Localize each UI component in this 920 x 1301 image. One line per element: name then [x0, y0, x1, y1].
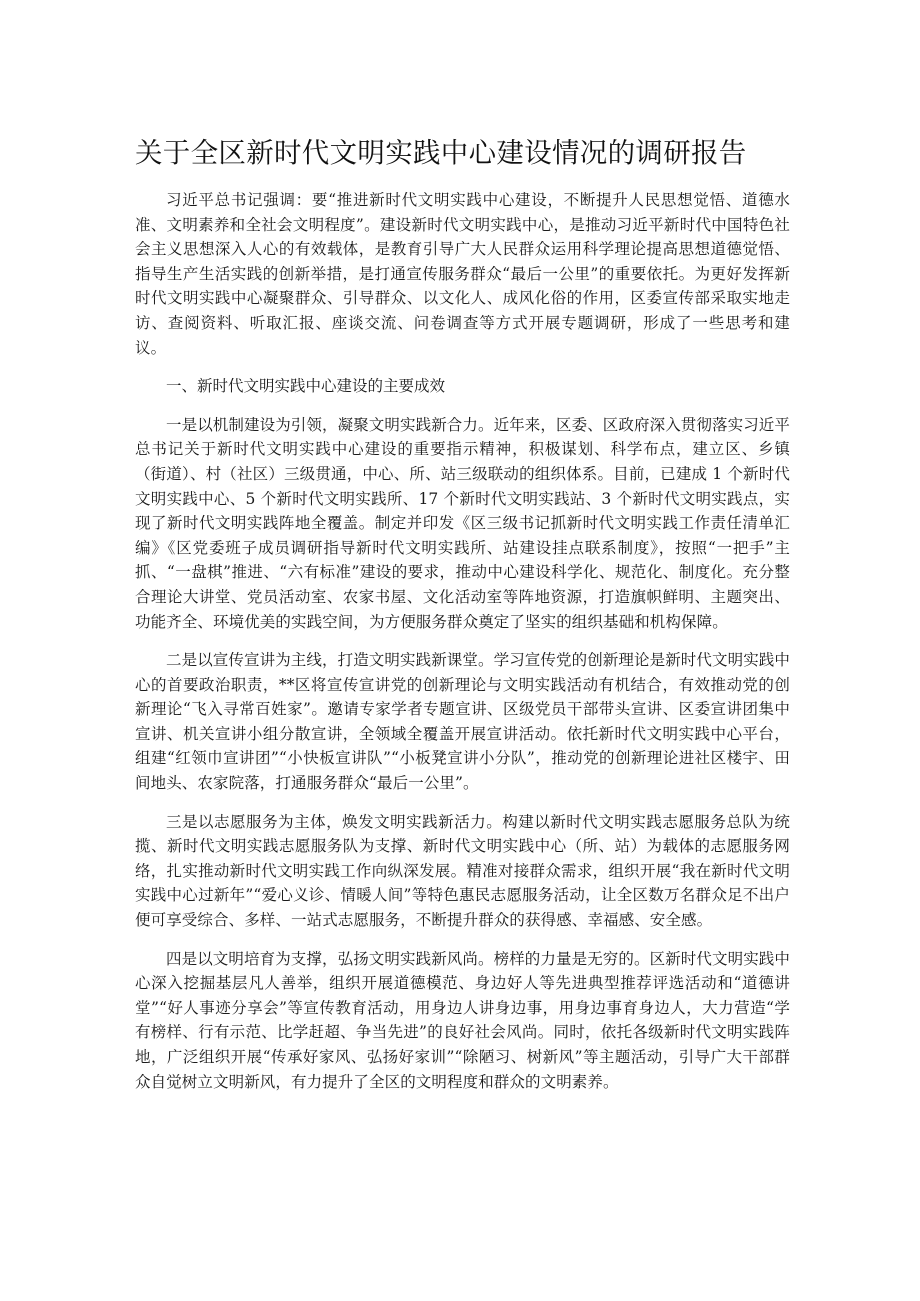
document-title: 关于全区新时代文明实践中心建设情况的调研报告: [135, 137, 747, 169]
section-heading-1: 一、新时代文明实践中心建设的主要成效: [166, 377, 446, 396]
paragraph-1: 一是以机制建设为引领，凝聚文明实践新合力。近年来，区委、区政府深入贯彻落实习近平总书记关于新时代文明实践中心建设的重要指示精神，积极谋划、科学布点，建立区、乡镇（街道）、村（社区）三级贯通，中心、所、站三级联动的组织体系。目前，已建成 1 个新时代文明实践中心、5 个新时代文明实践所、17 个新时代文明实践站、3 个新时代文明实践点，实现了新时代文明实践阵地全覆盖。制定并印发《区三级书记抓新时代文明实践工作责任清单汇编》《区党委班子成员调研指导新时代文明实践所、站建设挂点联系制度》，按照“一把手”主抓、“一盘棋”推进、“六有标准”建设的要求，推动中心建设科学化、规范化、制度化。充分整合理论大讲堂、党员活动室、农家书屋、文化活动室等阵地资源，打造旗帜鲜明、主题突出、功能齐全、环境优美的实践空间，为方便服务群众奠定了坚实的组织基础和机构保障。: [135, 415, 791, 631]
paragraph-4: 四是以文明培育为支撑，弘扬文明实践新风尚。榜样的力量是无穷的。区新时代文明实践中心深入挖掘基层凡人善举，组织开展道德模范、身边好人等先进典型推荐评选活动和“道德讲堂”“好人事迹分享会”等宣传教育活动，用身边人讲身边事，用身边事育身边人，大力营造“学有榜样、行有示范、比学赶超、争当先进”的良好社会风尚。同时，依托各级新时代文明实践阵地，广泛组织开展“传承好家风、弘扬好家训”“除陋习、树新风”等主题活动，引导广大干部群众自觉树立文明新风，有力提升了全区的文明程度和群众的文明素养。: [135, 949, 791, 1091]
paragraph-3: 三是以志愿服务为主体，焕发文明实践新活力。构建以新时代文明实践志愿服务总队为统揽、新时代文明实践志愿服务队为支撑、新时代文明实践中心（所、站）为载体的志愿服务网络，扎实推动新时代文明实践工作向纵深发展。精准对接群众需求，组织开展“我在新时代文明实践中心过新年”“爱心义诊、情暖人间”等特色惠民志愿服务活动，让全区数万名群众足不出户便可享受综合、多样、一站式志愿服务，不断提升群众的获得感、幸福感、安全感。: [135, 812, 790, 930]
paragraph-2: 二是以宣传宣讲为主线，打造文明实践新课堂。学习宣传党的创新理论是新时代文明实践中心的首要政治职责，**区将宣传宣讲党的创新理论与文明实践活动有机结合，有效推动党的创新理论“飞入寻常百姓家”。邀请专家学者专题宣讲、区级党员干部带头宣讲、区委宣讲团集中宣讲、机关宣讲小组分散宣讲，全领域全覆盖开展宣讲活动。依托新时代文明实践中心平台，组建“红领巾宣讲团”“小快板宣讲队”“小板凳宣讲小分队”，推动党的创新理论进社区楼宇、田间地头、农家院落，打通服务群众“最后一公里”。: [135, 651, 791, 793]
document-page: [135, 130, 790, 1108]
intro-paragraph: 习近平总书记强调：要“推进新时代文明实践中心建设，不断提升人民思想觉悟、道德水准、文明素养和全社会文明程度”。建设新时代文明实践中心，是推动习近平新时代中国特色社会主义思想深入人心的有效载体，是教育引导广大人民群众运用科学理论提高思想道德觉悟、指导生产生活实践的创新举措，是打通宣传服务群众“最后一公里”的重要依托。为更好发挥新时代文明实践中心凝聚群众、引导群众、以文化人、成风化俗的作用，区委宣传部采取实地走访、查阅资料、听取汇报、座谈交流、问卷调查等方式开展专题调研，形成了一些思考和建议。: [135, 191, 790, 357]
